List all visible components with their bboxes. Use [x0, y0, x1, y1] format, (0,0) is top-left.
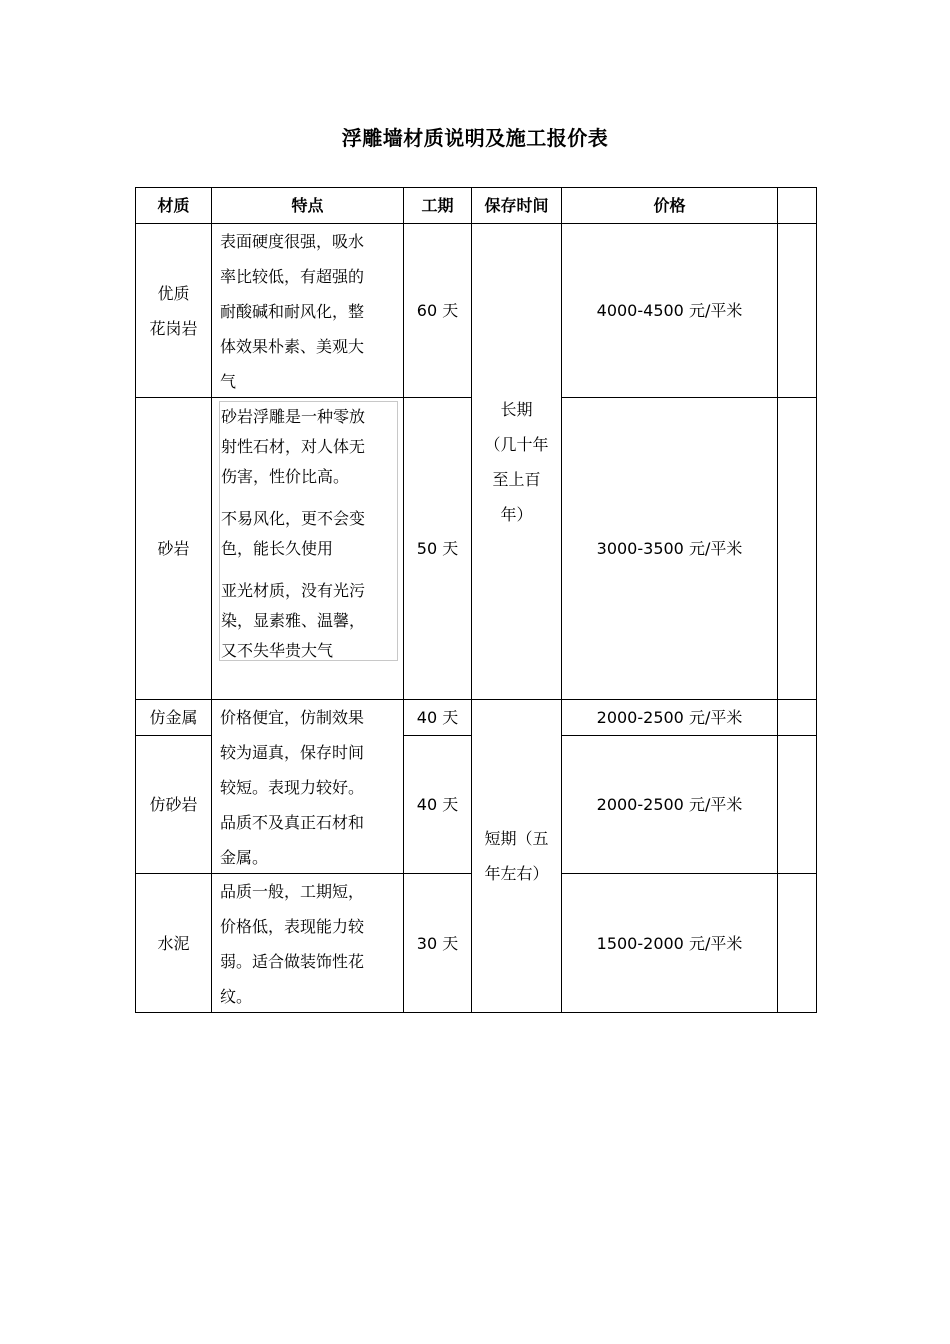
- material-granite: 优质 花岗岩: [135, 223, 212, 398]
- price-table: [135, 187, 817, 1013]
- features-sandstone-p3: 亚光材质，没有光污 染，显素雅、温馨， 又不失华贵大气: [221, 581, 366, 660]
- extra-imitation-sandstone: [777, 735, 817, 874]
- price-sandstone: 3000-3500 元/平米: [561, 397, 778, 700]
- features-granite: 表面硬度很强，吸水 率比较低，有超强的 耐酸碱和耐风化，整 体效果朴素、美观大 气: [211, 223, 404, 398]
- retention-long: 长期 （几十年 至上百 年）: [471, 223, 562, 700]
- extra-sandstone: [777, 397, 817, 700]
- price-granite: 4000-4500 元/平米: [561, 223, 778, 398]
- material-imitation-sandstone: 仿砂岩: [135, 735, 212, 874]
- price-cement: 1500-2000 元/平米: [561, 873, 778, 1013]
- page-title: 浮雕墙材质说明及施工报价表: [341, 126, 609, 150]
- header-features: 特点: [211, 187, 404, 224]
- header-extra: [777, 187, 817, 224]
- extra-granite: [777, 223, 817, 398]
- duration-granite: 60 天: [403, 223, 472, 398]
- features-sandstone-box: [219, 401, 398, 661]
- price-imitation-sandstone: 2000-2500 元/平米: [561, 735, 778, 874]
- material-imitation-metal: 仿金属: [135, 699, 212, 736]
- features-cement: 品质一般，工期短， 价格低，表现能力较 弱。适合做装饰性花 纹。: [211, 873, 404, 1013]
- duration-imitation-metal: 40 天: [403, 699, 472, 736]
- extra-cement: [777, 873, 817, 1013]
- duration-imitation-sandstone: 40 天: [403, 735, 472, 874]
- material-cement: 水泥: [135, 873, 212, 1013]
- header-retention: 保存时间: [471, 187, 562, 224]
- header-material: 材质: [135, 187, 212, 224]
- features-sandstone-p1: 砂岩浮雕是一种零放 射性石材，对人体无 伤害，性价比高。: [221, 407, 366, 486]
- duration-sandstone: 50 天: [403, 397, 472, 700]
- price-imitation-metal: 2000-2500 元/平米: [561, 699, 778, 736]
- features-sandstone-p2: 不易风化，更不会变 色，能长久使用: [221, 509, 366, 558]
- header-duration: 工期: [403, 187, 472, 224]
- features-imitation: 价格便宜，仿制效果 较为逼真，保存时间 较短。表现力较好。 品质不及真正石材和 金属。: [211, 699, 404, 874]
- extra-imitation-metal: [777, 699, 817, 736]
- material-sandstone: 砂岩: [135, 397, 212, 700]
- header-price: 价格: [561, 187, 778, 224]
- retention-short: 短期（五 年左右）: [471, 699, 562, 1013]
- duration-cement: 30 天: [403, 873, 472, 1013]
